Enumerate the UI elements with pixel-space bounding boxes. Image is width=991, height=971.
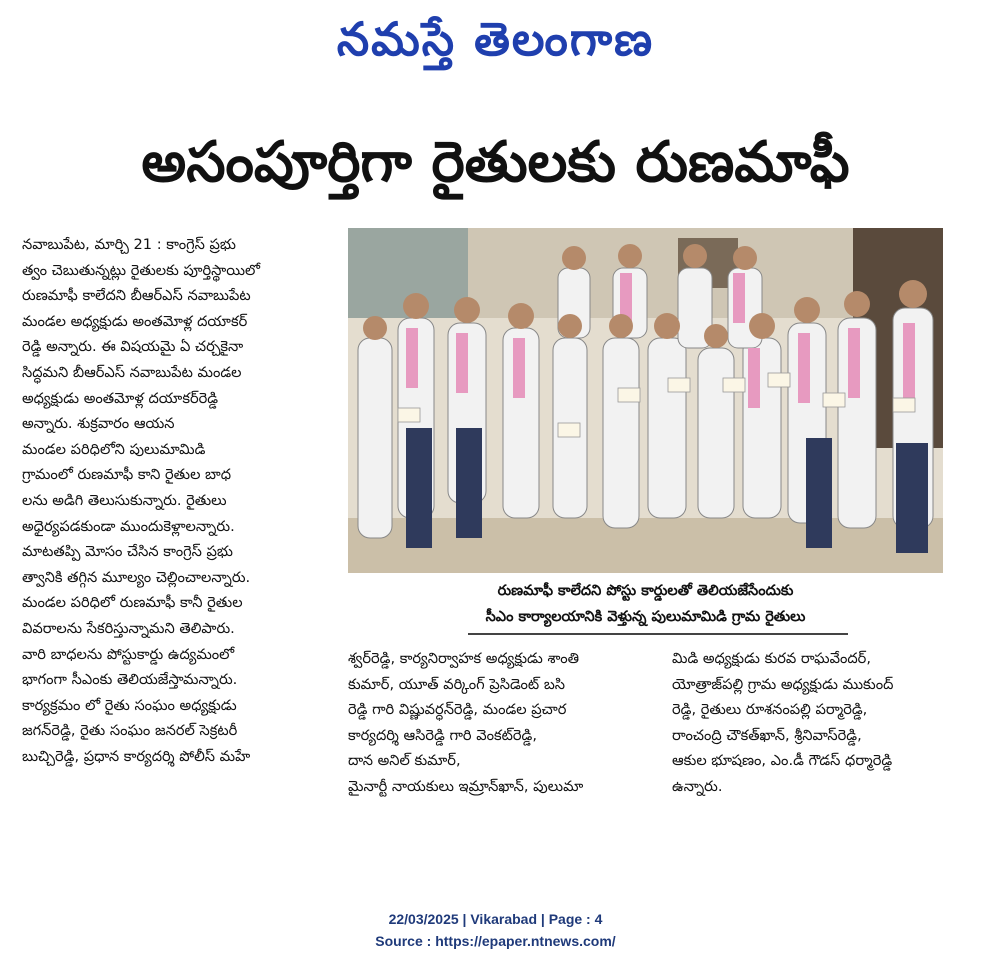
article-line: యోత్రాజ్‌పల్లి గ్రామ అధ్యక్షుడు ముకుంద్ — [672, 675, 894, 693]
caption-line: సీఎం కార్యాలయానికి వెళ్తున్న పులుమామిడి గ్రామ రైతులు — [485, 609, 806, 625]
footer-source: Source : https://epaper.ntnews.com/ — [375, 933, 616, 949]
news-photo — [348, 228, 943, 573]
article-line: మండల పరిధిలో రుణమాఫీ కానీ రైతుల — [22, 594, 243, 612]
article-line: రెడ్డి అన్నారు. ఈ విషయమై ఏ చర్చకైనా — [22, 338, 244, 356]
article-line: వారి బాధలను పోస్టుకార్డు ఉద్యమంలో — [22, 645, 235, 663]
article-line: రుణమాఫీ కాలేదని బీఆర్ఎస్ నవాబుపేట — [22, 287, 251, 305]
article-line: అధ్యక్షుడు అంతమోళ్ల దయాకర్‌రెడ్డి — [22, 389, 219, 407]
article-line: కార్యదర్శి ఆసిరెడ్డి గారి వెంకట్‌రెడ్డి, — [348, 726, 537, 744]
article-column-middle — [348, 646, 646, 800]
article-line: లను అడిగి తెలుసుకున్నారు. రైతులు — [22, 491, 227, 509]
article-line: బుచ్చిరెడ్డి, ప్రధాన కార్యదర్శి పోలీస్ మహే — [22, 747, 251, 765]
article-column-right — [672, 646, 944, 800]
article-line: జగన్‌రెడ్డి, రైతు సంఘం జనరల్ సెక్రటరీ — [22, 722, 238, 740]
footer-date-edition: 22/03/2025 | Vikarabad | Page : 4 — [388, 911, 603, 927]
article-line: మండల అధ్యక్షుడు అంతమోళ్ల దయాకర్ — [22, 312, 248, 330]
page-footer — [0, 908, 991, 952]
article-line: సిద్ధమని బీఆర్ఎస్ నవాబుపేట మండల — [22, 363, 242, 381]
article-line: త్వానికి తగ్గిన మూల్యం చెల్లించాలన్నారు. — [22, 568, 251, 586]
article-line: రెడ్డి గారి విష్ణువర్ధన్‌రెడ్డి, మండల ప్రచార — [348, 701, 567, 719]
article-headline: అసంపూర్తిగా రైతులకు రుణమాఫీ — [141, 130, 850, 195]
article-line: కార్యక్రమం లో రైతు సంఘం అధ్యక్షుడు — [22, 696, 237, 714]
article-column-left — [22, 232, 322, 769]
article-line: అన్నారు. శుక్రవారం ఆయన — [22, 415, 175, 433]
article-line: ఆకుల భూషణం, ఎం.డీ గౌడస్ ధర్మారెడ్డి — [672, 752, 893, 770]
article-line: వివరాలను సేకరిస్తున్నామని తెలిపారు. — [22, 619, 235, 637]
newspaper-masthead: నమస్తే తెలంగాణ — [336, 12, 655, 66]
article-line: త్వం చెబుతున్నట్లు రైతులకు పూర్తిస్థాయిలో — [22, 261, 261, 279]
article-line: రాంచంద్రి చౌకత్‌ఖాన్, శ్రీనివాస్‌రెడ్డి, — [672, 726, 862, 744]
article-line: భాగంగా సీఎంకు తెలియజేస్తామన్నారు. — [22, 671, 238, 689]
article-line: మిడి అధ్యక్షుడు కురవ రాఘవేందర్, — [672, 650, 871, 667]
caption-line: రుణమాఫీ కాలేదని పోస్టు కార్డులతో తెలియజేసేందుకు — [497, 583, 794, 599]
article-line: నవాబుపేట, మార్చి 21 : కాంగ్రెస్ ప్రభు — [22, 236, 236, 253]
article-line: మాటతప్పి మోసం చేసిన కాంగ్రెస్ ప్రభు — [22, 543, 233, 561]
article-line: గ్రామంలో రుణమాఫీ కాని రైతుల బాధ — [22, 466, 232, 484]
photo-caption — [348, 578, 943, 638]
article-line: శ్వర్‌రెడ్డి, కార్యనిర్వాహక అధ్యక్షుడు శాంతి — [348, 650, 580, 667]
article-line: అధైర్యపడకుండా ముందుకెళ్లాలన్నారు. — [22, 517, 235, 535]
article-line: దాన అనిల్ కుమార్, — [348, 752, 461, 770]
article-line: ఉన్నారు. — [672, 777, 723, 795]
article-line: కుమార్, యూత్ వర్కింగ్ ప్రెసిడెంట్ బసి — [348, 675, 566, 693]
article-line: మైనార్టీ నాయకులు ఇమ్రాన్‌ఖాన్, పులుమా — [348, 777, 584, 795]
caption-underline — [468, 633, 848, 635]
article-line: మండల పరిధిలోని పులుమామిడి — [22, 440, 206, 458]
article-line: రెడ్డి, రైతులు రూశనంపల్లి పర్మారెడ్డి, — [672, 701, 868, 719]
